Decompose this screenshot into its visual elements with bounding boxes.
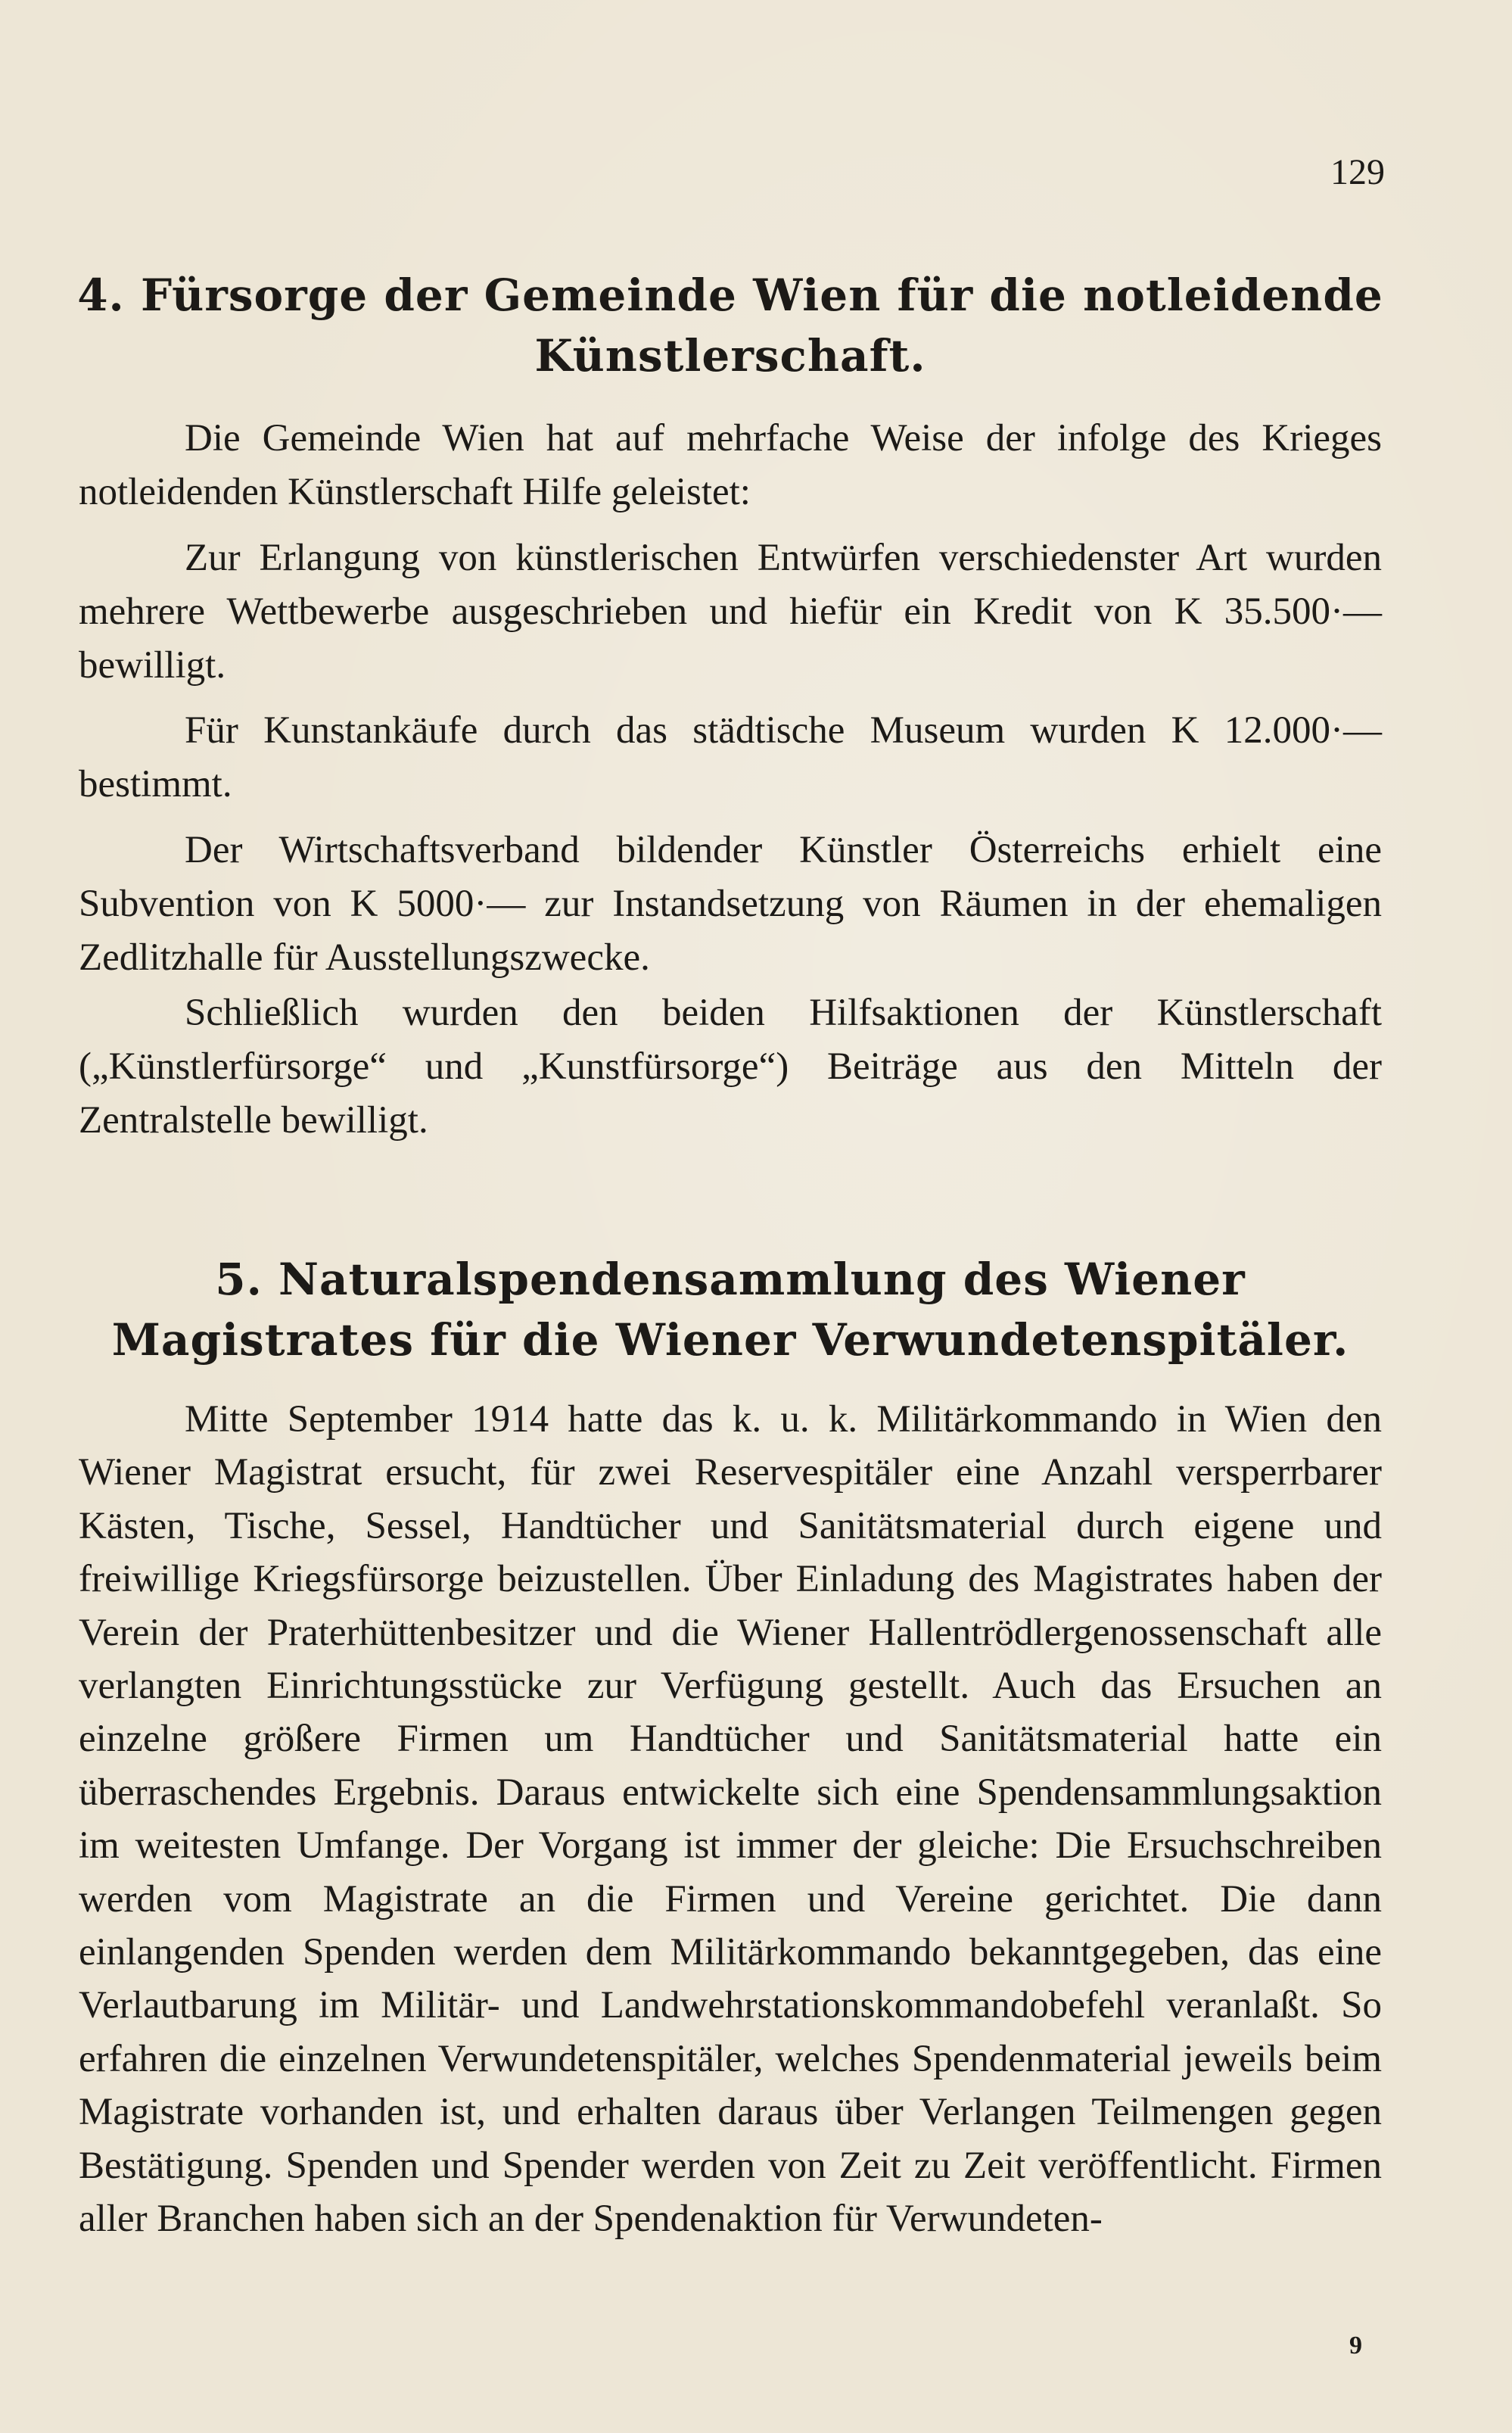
signature-mark: 9	[1349, 2332, 1362, 2360]
section-5-heading: 5. Naturalspendensammlung des Wiener Magistrates für die Wiener Verwundetenspitäler.	[111, 1254, 1349, 1366]
section-4-heading: 4. Fürsorge der Gemeinde Wien für die notleidende Künstlerschaft.	[77, 269, 1383, 382]
section-4-paragraph: Zur Erlangung von künstlerischen Entwürfen verschiedenster Art wurden mehrere Wettbewerbe ausgeschrieben und hiefür ein Kredit von K 35.500·— bewilligt.	[79, 537, 1382, 687]
section-4-paragraph: Der Wirtschaftsverband bildender Künstler Österreichs erhielt eine Subvention von K 5000·— zur Instandsetzung von Räumen in der ehemaligen Zedlitzhalle für Ausstellungszwecke.	[79, 829, 1382, 979]
section-4-paragraph: Schließlich wurden den beiden Hilfsaktionen der Künstlerschaft („Künstlerfürsorge“ und „Kunstfürsorge“) Beiträge aus den Mitteln der Zentralstelle bewilligt.	[79, 992, 1382, 1142]
section-4-paragraph: Die Gemeinde Wien hat auf mehrfache Weise der infolge des Krieges notleidenden Künstlerschaft Hilfe geleistet:	[79, 417, 1382, 513]
section-5-paragraph: Mitte September 1914 hatte das k. u. k. Militärkommando in Wien den Wiener Magistrat ersucht, für zwei Reservespitäler eine Anzahl versperrbarer Kästen, Tische, Sessel, Handtücher und Sanitätsmaterial durch eigene und freiwillige Kriegsfürsorge beizustellen. Über Einladung des Magistrates haben der Verein der Praterhüttenbesitzer und die Wiener Hallentrödlergenossenschaft alle verlangten Einrichtungsstücke zur Verfügung gestellt. Auch das Ersuchen an einzelne größere Firmen um Handtücher und Sanitätsmaterial hatte ein überraschendes Ergebnis. Daraus entwickelte sich eine Spendensammlungsaktion im weitesten Umfange. Der Vorgang ist immer der gleiche: Die Ersuchschreiben werden vom Magistrate an die Firmen und Vereine gerichtet. Die dann einlangenden Spenden werden dem Militärkommando bekanntgegeben, das eine Verlautbarung im Militär- und Landwehrstationskommandobefehl veranlaßt. So erfahren die einzelnen Verwundetenspitäler, welches Spendenmaterial jeweils beim Magistrate vorhanden ist, und erhalten daraus über Verlangen Teilmengen gegen Bestätigung. Spenden und Spender werden von Zeit zu Zeit veröffentlicht. Firmen aller Branchen haben sich an der Spendenaktion für Verwundeten-	[79, 1398, 1382, 2241]
page-number: 129	[1330, 152, 1385, 192]
section-4-paragraph: Für Kunstankäufe durch das städtische Museum wurden K 12.000·— bestimmt.	[79, 709, 1382, 805]
